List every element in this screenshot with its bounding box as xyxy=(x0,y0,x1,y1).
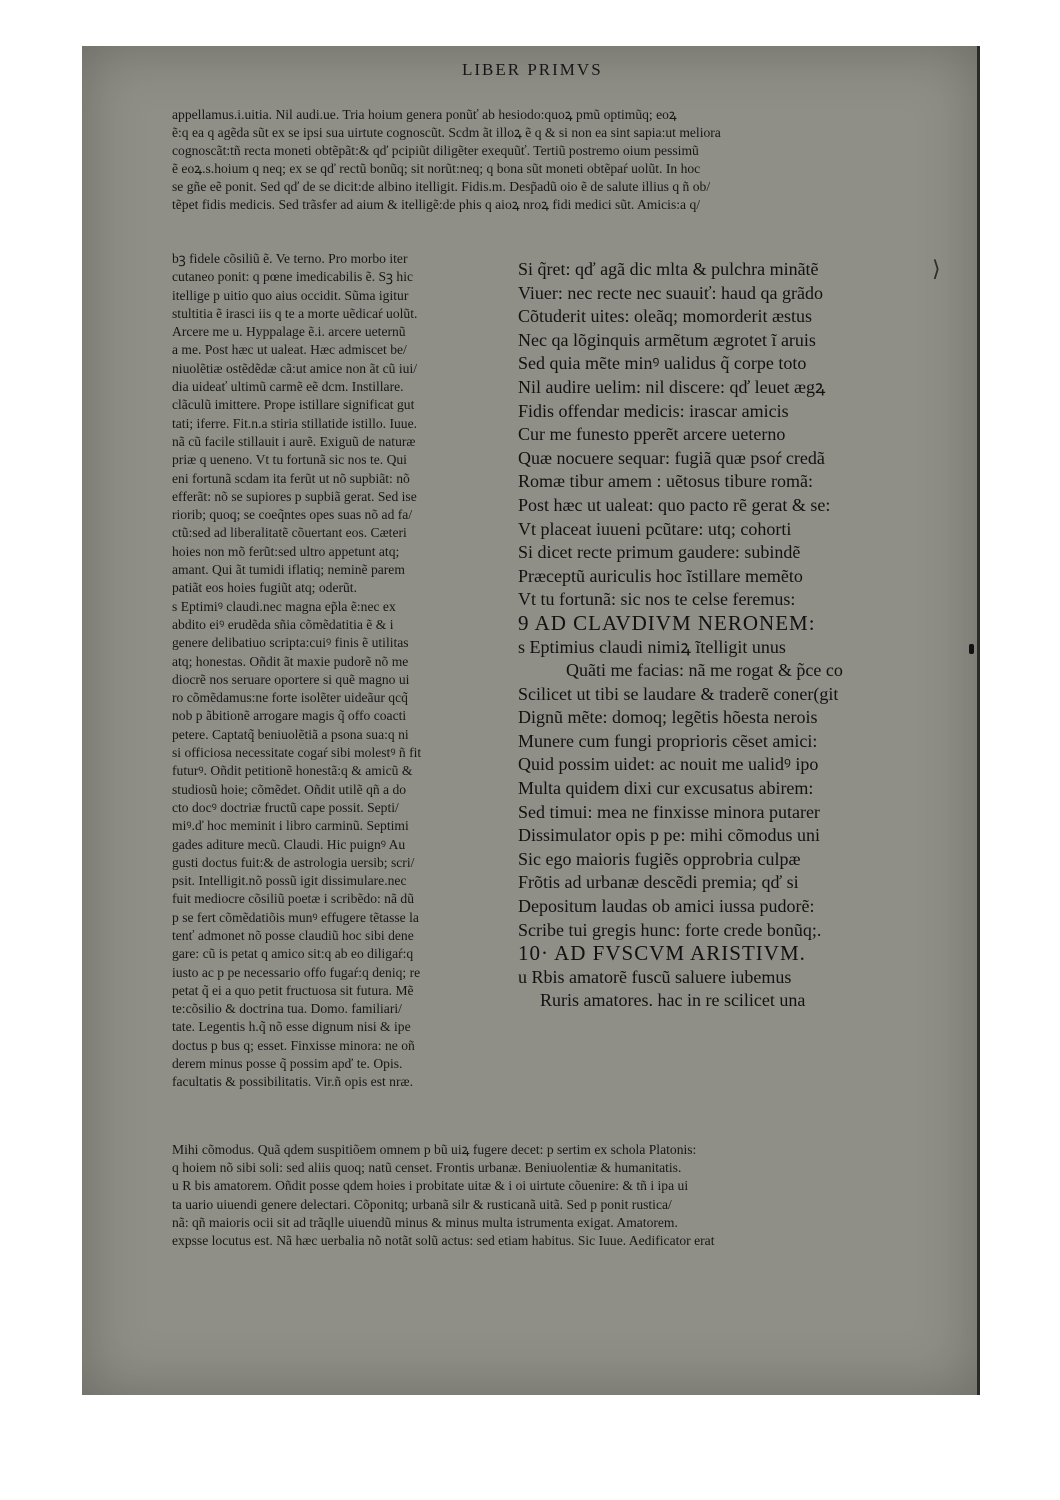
commentary-line: petere. Captatq̃ beniuolẽtiã a psona sua:q ni xyxy=(172,726,409,742)
commentary-line: te:cõsilio & doctrina tua. Domo. familiari/ xyxy=(172,1001,402,1017)
commentary-line: nã: qñ maioris ocii sit ad trãqlle uiuendũ minus & minus multa istrumenta exigat. Amatorem. xyxy=(172,1214,678,1230)
commentary-line: ro cõmẽdamus:ne forte isolẽter uideãur qcq̃ xyxy=(172,690,408,706)
commentary-top xyxy=(172,106,912,214)
commentary-line: p se fert cõmẽdatiõis munꝰ effugere tẽtasse la xyxy=(172,909,419,925)
verse-line: Post hæc ut ualeat: quo pacto rẽ gerat & se: xyxy=(518,494,831,515)
verse-line: Ruris amatores. hac in re scilicet una xyxy=(540,990,806,1011)
commentary-line: patiãt eos hoies fugiũt atq; oderũt. xyxy=(172,580,357,596)
commentary-line: derem minus posse q̃ possim apď te. Opis. xyxy=(172,1056,403,1072)
commentary-line: doctus p bus q; esset. Finxisse minora: ne oñ xyxy=(172,1037,415,1053)
verse-line: Scribe tui gregis hunc: forte crede bonũq;. xyxy=(518,919,822,940)
verse-line: Quãti me facias: nã me rogat & p̃ce co xyxy=(566,660,843,681)
verse-line: Sed quia mẽte minꝰ ualidus q̃ corpe toto xyxy=(518,353,807,374)
commentary-line: ẽ eoꝝ.s.hoium q neq; ex se qď rectũ bonũq; sit norũt:neq; q bona sũt moneti obtẽpaŕ uolũt. In hoc xyxy=(172,161,701,176)
ink-spot xyxy=(969,644,974,654)
commentary-line: amant. Qui ãt tumidi iflatiq; neminẽ parem xyxy=(172,562,405,578)
verse-line: Scilicet ut tibi se laudare & traderẽ coner(git xyxy=(518,683,839,704)
commentary-line: cognoscãt:tñ recta moneti obtẽpãt:& qď pcipiũt diligẽter exequũť. Tertiũ postremo oium pessimũ xyxy=(172,143,699,158)
commentary-bottom xyxy=(172,1141,962,1250)
commentary-line: fuit mediocre cõsiliũ poetæ i scribẽdo: nã dũ xyxy=(172,891,414,907)
verse-line: Multa quidem dixi cur excusatus abirem: xyxy=(518,778,814,799)
commentary-line: dia uideať ultimũ carmẽ eẽ dcm. Instillare. xyxy=(172,379,404,395)
commentary-line: q hoiem nõ sibi soli: sed aliis quoq; natũ censet. Frontis urbanæ. Beniuolentiæ & humanitatis. xyxy=(172,1160,682,1176)
scanned-page xyxy=(82,46,980,1395)
verse-line: Depositum laudas ob amici iussa pudorẽ: xyxy=(518,896,815,917)
commentary-line: facultatis & possibilitatis. Vir.ñ opis est nræ. xyxy=(172,1074,413,1090)
commentary-line: s Eptimiꝰ claudi.nec magna ep̃la ẽ:nec ex xyxy=(172,598,396,614)
commentary-line: ta uario uiuendi genere delectari. Cõponitq; urbanã silr & rusticanã uitã. Sed p ponit rustica/ xyxy=(172,1196,672,1212)
commentary-line: miꝰ.ď hoc meminit i libro carminũ. Septimi xyxy=(172,818,409,834)
commentary-line: expsse locutus est. Nã hæc uerbalia nõ notãt solũ actus: sed etiam habitus. Sic Iuue. Aedificator erat xyxy=(172,1233,715,1249)
commentary-line: u R bis amatorem. Oñdit posse qdem hoies i probitate uitæ & i oi uirtute cõuenire: & tñ i ipa ui xyxy=(172,1178,689,1194)
verse-line: Vt tu fortunã: sic nos te celse feremus: xyxy=(518,589,796,610)
commentary-line: genere delibatiuo scripta:cuiꝰ finis ẽ utilitas xyxy=(172,635,409,651)
verse-line: Romæ tibur amem : uẽtosus tibure romã: xyxy=(518,471,813,492)
commentary-line: ctũ:sed ad liberalitatẽ cõuertant eos. Cæteri xyxy=(172,525,407,541)
commentary-line: futurꝰ. Oñdit petitionẽ honestã:q & amicũ & xyxy=(172,763,413,779)
verse-line: Si dicet recte primum gaudere: subindẽ xyxy=(518,542,801,563)
verse-line: Præceptũ auriculis hoc ĩstillare memẽto xyxy=(518,565,803,586)
commentary-line: clãculũ imittere. Prope istillare significat gut xyxy=(172,397,415,413)
verse-line: Sic ego maioris fugiẽs opprobria culpæ xyxy=(518,848,801,869)
commentary-line: ẽ:q ea q agẽda sũt ex se ipsi sua uirtute cognoscũt. Scdm ãt illoꝝ ẽ q & si non ea sint sapia:ut meliora xyxy=(172,125,721,140)
verse-line: Nil audire uelim: nil discere: qď leuet ægꝝ xyxy=(518,376,826,397)
commentary-line: gades aditure mecũ. Claudi. Hic puignꝰ Au xyxy=(172,836,406,852)
commentary-line: efferãt: nõ se supiores p supbiã gerat. Sed ise xyxy=(172,488,417,504)
commentary-line: itellige p uitio quo aius occidit. Sũma igitur xyxy=(172,287,409,303)
verse-line: u Rbis amatorẽ fuscũ saluere iubemus xyxy=(518,966,792,987)
commentary-line: iusto ac p pe necessario offo fugaŕ:q deniq; re xyxy=(172,964,421,980)
commentary-line: se gñe eẽ ponit. Sed qď de se dicit:de albino itelligit. Fidis.m. Desp̃adũ oio ẽ de salute illius q ñ ob/ xyxy=(172,179,711,194)
commentary-line: tenť admonet nõ posse claudiũ hoc sibi dene xyxy=(172,927,414,943)
commentary-line: studiosũ hoie; cõmẽdet. Oñdit utilẽ qñ a do xyxy=(172,781,407,797)
commentary-line: hoies non mõ ferũt:sed ultro appetunt atq; xyxy=(172,543,400,559)
verse-line: Quid possim uidet: ac nouit me ualidꝰ ipo xyxy=(518,754,819,775)
verse-line: s Eptimius claudi nimiꝝ ĩtelligit unus xyxy=(518,636,786,657)
commentary-line: nob p ãbitionẽ arrogare magis q̃ offo coacti xyxy=(172,708,407,724)
commentary-line: priæ q ueneno. Vt tu fortunã sic nos te. Qui xyxy=(172,452,407,468)
running-head: LIBER PRIMVS xyxy=(462,60,603,79)
verse-line: Vt placeat iuueni pcũtare: utq; cohorti xyxy=(518,518,792,539)
verse-line: Dignũ mẽte: domoq; legẽtis hõesta nerois xyxy=(518,707,818,728)
verse-line: Viuer: nec recte nec suauiť: haud qa grãdo xyxy=(518,282,823,303)
commentary-line: riorib; quoq; se coeq̃ntes opes suas nõ ad fa/ xyxy=(172,507,413,523)
commentary-line: psit. Intelligit.nõ possũ igit dissimulare.nec xyxy=(172,873,407,889)
commentary-line: a me. Post hæc ut ualeat. Hæc admiscet be/ xyxy=(172,342,407,358)
verse-line: Frõtis ad urbanæ descẽdi premia; qď si xyxy=(518,872,799,893)
commentary-line: diocrẽ nos seruare oportere si quẽ magno ui xyxy=(172,671,410,687)
verse-line: Quæ nocuere sequar: fugiã quæ psoŕ credã xyxy=(518,447,825,468)
commentary-line: nã cũ facile stillauit i aurẽ. Exiguũ de naturæ xyxy=(172,433,416,449)
verse-line: Si q̃ret: qď agã dic mlta & pulchra minãtẽ xyxy=(518,259,819,279)
verse-line: Cur me funesto pperẽt arcere ueterno xyxy=(518,424,786,445)
commentary-left-column xyxy=(172,250,517,1092)
verse-line: Fidis offendar medicis: irascar amicis xyxy=(518,400,789,421)
commentary-line: abdito eiꝰ erudẽda sñia cõmẽdatitia ẽ & i xyxy=(172,616,394,632)
page-edge xyxy=(977,46,980,1395)
verse-line: Sed timui: mea ne finxisse minora putarer xyxy=(518,801,820,822)
commentary-line: gusti doctus fuit:& de astrologia uersib; scri/ xyxy=(172,854,415,870)
commentary-line: si officiosa necessitate cogaŕ sibi molestꝰ ñ fit xyxy=(172,745,422,761)
verse-line: Munere cum fungi proprioris cẽset amici: xyxy=(518,730,818,751)
commentary-line: tate. Legentis h.q̃ nõ esse dignum nisi & ipe xyxy=(172,1019,411,1035)
commentary-line: bꝫ fidele cõsiliũ ẽ. Ve terno. Pro morbo iter xyxy=(172,251,408,266)
commentary-line: gare: cũ is petat q amico sit:q ab eo diligaŕ:q xyxy=(172,946,414,962)
margin-bracket-mark: ⟩ xyxy=(932,256,941,281)
commentary-line: tati; iferre. Fit.n.a stiria stillatide istillo. Iuue. xyxy=(172,415,418,431)
poem-heading: 10· AD FVSCVM ARISTIVM. xyxy=(518,941,806,966)
commentary-line: Arcere me u. Hyppalage ẽ.i. arcere ueternũ xyxy=(172,324,406,340)
verse-column xyxy=(518,258,918,1013)
commentary-line: atq; honestas. Oñdit ãt maxie pudorẽ nõ me xyxy=(172,653,409,669)
commentary-line: cto docꝰ doctriæ fructũ cape possit. Septi/ xyxy=(172,799,399,815)
verse-line: Dissimulator opis p pe: mihi cõmodus uni xyxy=(518,825,820,846)
verse-line: Nec qa lõginquis armẽtum ægrotet ĩ aruis xyxy=(518,329,816,350)
commentary-line: appellamus.i.uitia. Nil audi.ue. Tria hoium genera ponũť ab hesiodo:quoꝝ pmũ optimũq; eoꝝ xyxy=(172,107,677,122)
verse-line: Cõtuderit uites: oleãq; momorderit æstus xyxy=(518,306,812,327)
commentary-line: petat q̃ ei a quo petit fructuosa sit futura. Mẽ xyxy=(172,982,414,998)
commentary-line: stultitia ẽ irasci iis q te a morte uẽdicaŕ uolũt. xyxy=(172,305,418,321)
commentary-line: cutaneo ponit: q pœne imedicabilis ẽ. Sꝫ hic xyxy=(172,269,414,285)
commentary-line: niuolẽtiæ ostẽdẽdæ cã:ut amice non ãt cũ iui/ xyxy=(172,360,418,376)
poem-heading: 9 AD CLAVDIVM NERONEM: xyxy=(518,610,816,635)
commentary-line: eni fortunã scdam ita ferũt ut nõ supbiãt: nõ xyxy=(172,470,410,486)
commentary-line: tẽpet fidis medicis. Sed trãsfer ad aium & itelligẽ:de phis q aioꝝ nroꝝ fidi medici sũt. Amicis:a q/ xyxy=(172,197,701,212)
commentary-line: Mihi cõmodus. Quã qdem suspitiõem omnem p bũ uiꝝ fugere decet: p sertim ex schola Platonis: xyxy=(172,1142,697,1157)
